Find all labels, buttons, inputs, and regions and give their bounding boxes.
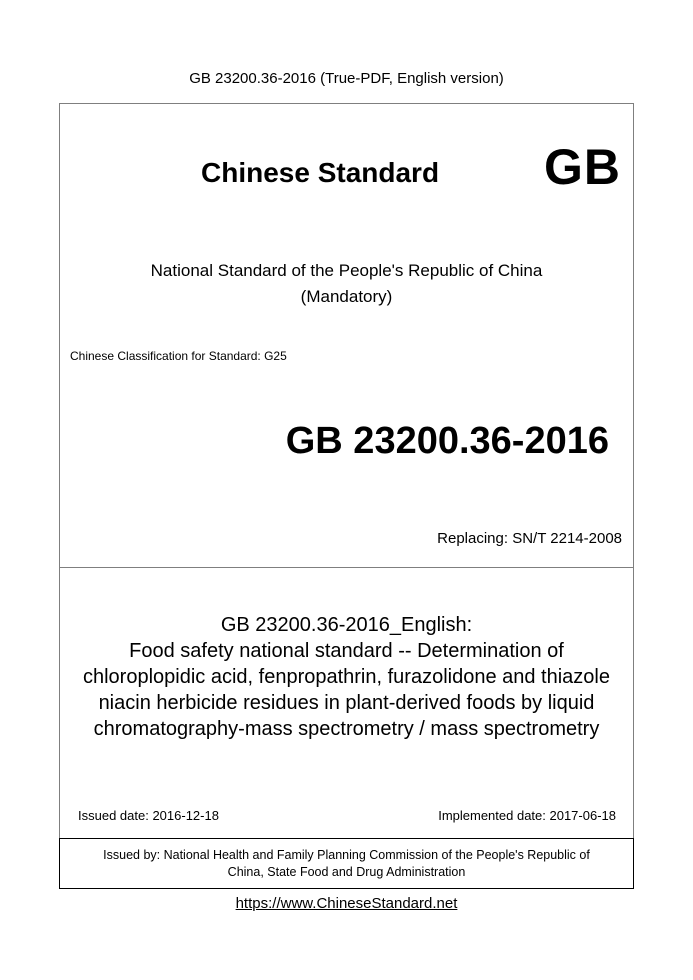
gb-mark: GB [544, 139, 621, 195]
english-title-line: GB 23200.36-2016_English: [220, 614, 473, 636]
english-title [59, 612, 634, 742]
issuer-line-1: Issued by: National Health and Family Planning Commission of the People's Republic of [103, 848, 590, 862]
national-standard-text [59, 258, 634, 310]
document-header-title: GB 23200.36-2016 (True-PDF, English version) [189, 70, 504, 87]
standard-number: GB 23200.36-2016 [285, 420, 609, 462]
issuer-line-2: China, State Food and Drug Administration [227, 865, 466, 879]
english-title-line: Food safety national standard -- Determination of [129, 640, 564, 662]
implemented-date: Implemented date: 2017-06-18 [438, 808, 616, 823]
website-link[interactable]: https://www.ChineseStandard.net [235, 895, 458, 912]
english-title-line: niacin herbicide residues in plant-derived foods by liquid [98, 692, 595, 714]
english-title-line: chloroplopidic acid, fenpropathrin, furazolidone and thiazole [82, 666, 610, 688]
classification-text: Chinese Classification for Standard: G25 [70, 349, 287, 363]
issuer-box [59, 838, 634, 889]
issued-date: Issued date: 2016-12-18 [78, 808, 219, 823]
replacing-text: Replacing: SN/T 2214-2008 [437, 530, 622, 547]
english-title-line: chromatography-mass spectrometry / mass spectrometry [93, 718, 600, 740]
national-line-1: National Standard of the People's Republic of China [150, 261, 543, 280]
national-line-2: (Mandatory) [300, 287, 393, 306]
standard-type-heading: Chinese Standard [201, 157, 440, 188]
